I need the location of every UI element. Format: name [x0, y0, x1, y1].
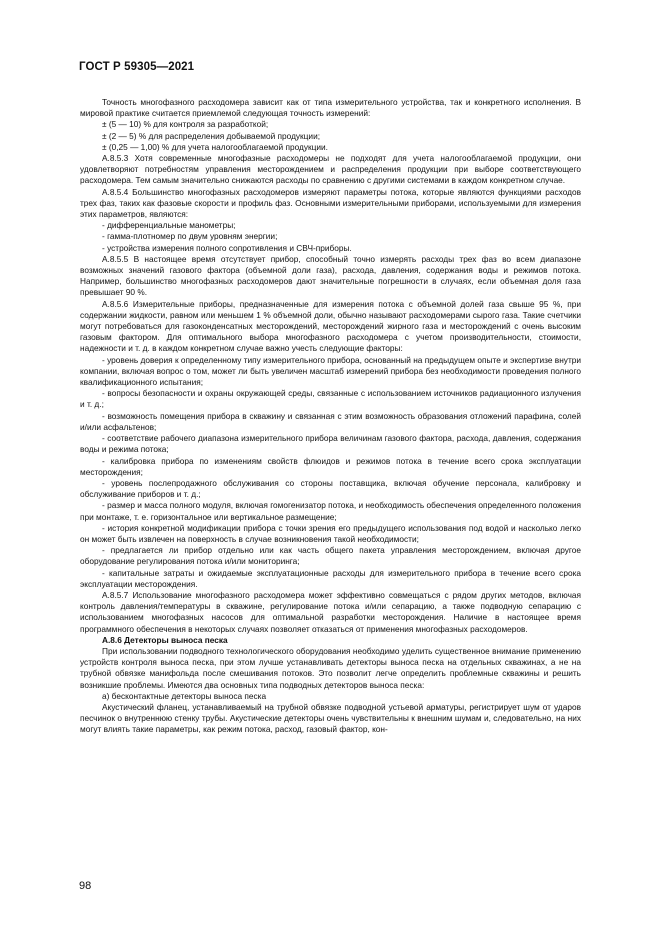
list-item: - размер и масса полного модуля, включая гомогенизатор потока, и необходимость обеспечения определенного положения при монтаже, т. е. горизонтальное или вертикальное размещение; — [80, 500, 581, 522]
list-item: - капитальные затраты и ожидаемые эксплуатационные расходы для измерительного прибора в течение всего срока эксплуатации месторождения. — [80, 567, 581, 589]
list-item: - уровень доверия к определенному типу измерительного прибора, основанный на предыдущем опыте и экспертизе внутри компании, включая вопрос о том, может ли быть увеличен масштаб измерений прибора без необходимости проведения полного квалификационного испытания; — [80, 354, 581, 388]
list-item: - возможность помещения прибора в скважину и связанная с этим возможность образования отложений парафина, солей и/или асфальтенов; — [80, 410, 581, 432]
paragraph: При использовании подводного технологического оборудования необходимо уделить существенное внимание применению устройств контроля выноса песка, при этом лучше устанавливать детекторы выноса песка на отдельных скважинах, а не на трубной обвязке манифольда после смешивания потоков. Это позволит легче определить проблемные скважины и решить возникшие проблемы. Имеются два основных типа подводных детекторов выноса песка: — [80, 645, 581, 690]
page-number: 98 — [79, 880, 92, 892]
list-item: - соответствие рабочего диапазона измерительного прибора величинам газового фактора, расхода, давления, содержания воды и режима потока; — [80, 433, 581, 455]
paragraph: А.8.5.6 Измерительные приборы, предназначенные для измерения потока с объемной долей газа свыше 95 %, при содержании жидкости, равном или меньшем 1 % объемной доли, обычно называют расходомерами сырого газа. Такие счетчики могут потребоваться для газоконденсатных месторождений, месторождений жирного газа и месторождений с очень высоким газовым фактором. Для оптимального выбора многофазного расходомера с учетом производительности, стоимости, надежности и т. д. в каждом конкретном случае важно учесть следующие факторы: — [80, 298, 581, 354]
list-item: ± (5 — 10) % для контроля за разработкой; — [102, 119, 269, 130]
paragraph: А.8.5.4 Большинство многофазных расходомеров измеряют параметры потока, которые являются функциями расходов трех фаз, таких как фазовые скорости и профиль фаз. Основными измерительными приборами, используемыми для измерения этих параметров, являются: — [80, 186, 581, 220]
section-heading: А.8.6 Детекторы выноса песка — [102, 634, 228, 645]
paragraph: А.8.5.5 В настоящее время отсутствует прибор, способный точно измерять расходы трех фаз во всем диапазоне возможных значений газового фактора (объемной доли газа), расхода, давления, содержания воды и режимов потока. Например, большинство многофазных расходомеров дают значительные погрешности в случаях, если объемная доля газа превышает 90 %. — [80, 253, 581, 298]
list-item: ± (0,25 — 1,00) % для учета налогооблагаемой продукции. — [102, 141, 328, 152]
list-item: - гамма-плотномер по двум уровням энергии; — [102, 231, 278, 242]
body-text — [80, 97, 581, 736]
paragraph: А.8.5.3 Хотя современные многофазные расходомеры не подходят для учета налогооблагаемой продукции, они удовлетворяют потребностям управления месторождением и распределения продукции при выборе соответствующего расходомера. Тем самым значительно снижаются расходы по сравнению с другими системами в каждом конкретном случае. — [80, 153, 581, 186]
list-item: ± (2 — 5) % для распределения добываемой продукции; — [102, 130, 321, 141]
list-item: - калибровка прибора по изменениям свойств флюидов и режимов потока в течение всего срока эксплуатации месторождения; — [80, 455, 581, 477]
list-item: - предлагается ли прибор отдельно или как часть общего пакета управления месторождением, включая другое оборудование регулирования потока и/или мониторинга; — [80, 545, 581, 567]
list-item: - история конкретной модификации прибора с точки зрения его предыдущего использования под водой и насколько легко он может быть извлечен на поверхность в случае возникновения такой необходимости; — [80, 522, 581, 544]
list-item: - дифференциальные манометры; — [102, 220, 236, 231]
list-item: а) бесконтактные детекторы выноса песка — [102, 690, 267, 701]
list-item: - устройства измерения полного сопротивления и СВЧ-приборы. — [102, 242, 352, 253]
paragraph: Точность многофазного расходомера зависит как от типа измерительного устройства, так и конкретного исполнения. В мировой практике считается приемлемой следующая точность измерений: — [80, 97, 581, 119]
list-item: - уровень послепродажного обслуживания со стороны поставщика, включая обучение персонала, калибровку и обслуживание приборов и т. д.; — [80, 477, 581, 500]
document-header: ГОСТ Р 59305—2021 — [79, 61, 195, 73]
paragraph: Акустический фланец, устанавливаемый на трубной обвязке подводной устьевой арматуры, регистрирует шум от ударов песчинок о внутреннюю стенку трубы. Акустические детекторы очень чувствительны к внешним шумам и, следовательно, на них могут влиять такие параметры, как режим потока, расход, газовый фактор, кон- — [80, 701, 581, 735]
list-item: - вопросы безопасности и охраны окружающей среды, связанные с использованием источников радиационного излучения и т. д.; — [80, 388, 581, 410]
paragraph: А.8.5.7 Использование многофазного расходомера может эффективно совмещаться с рядом других методов, включая контроль давления/температуры в скважине, регулирование потока и/или сепарацию, а также подводную сепарацию с использованием многофазных насосов для оптимальной разработки месторождения. Наличие в настоящее время программного обеспечения в некоторых случаях позволяет отказаться от применения многофазных расходомеров. — [80, 589, 581, 634]
